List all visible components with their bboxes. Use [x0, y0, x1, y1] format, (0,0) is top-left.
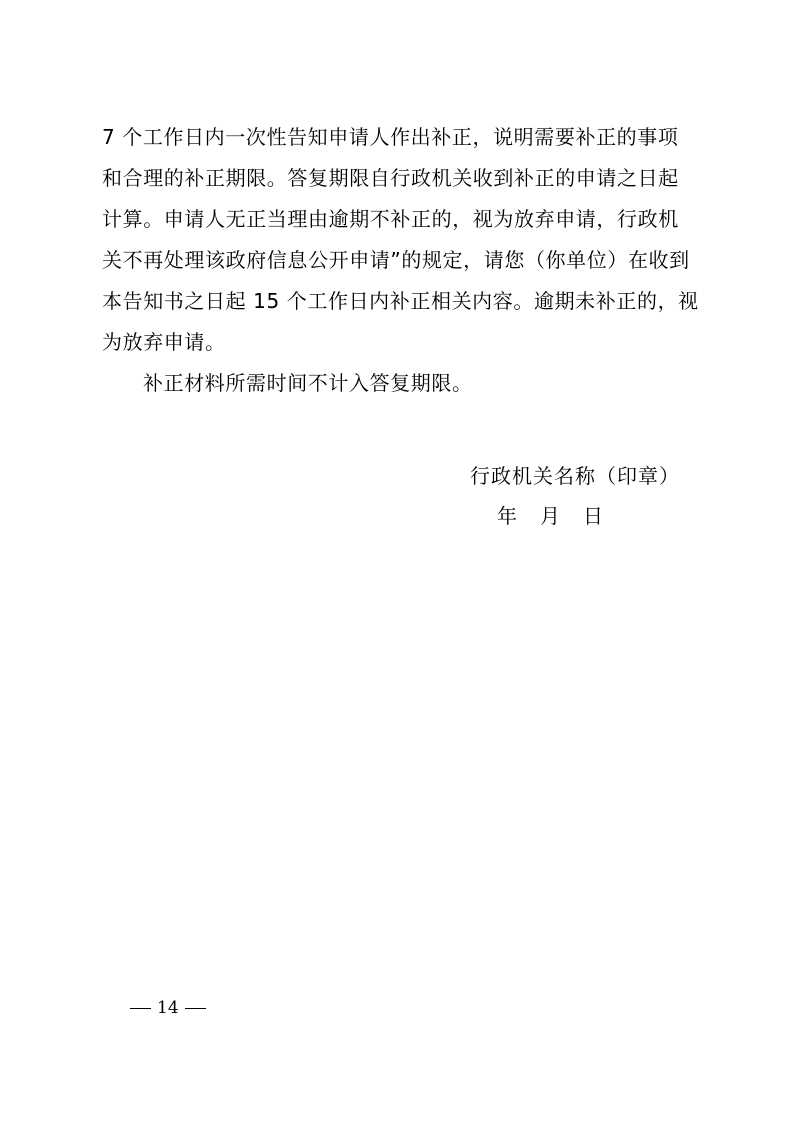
paragraph-line: 为放弃申请。: [102, 330, 226, 354]
page-number-value: 14: [157, 998, 179, 1018]
agency-name: 行政机关名称（印章）: [470, 464, 680, 488]
paragraph-line: 关不再处理该政府信息公开申请”的规定，请您（你单位）在收到: [102, 248, 690, 272]
signature-block: [470, 456, 680, 536]
body-text: [102, 117, 702, 404]
right-dash: [185, 1008, 206, 1009]
page-number: [124, 996, 212, 1020]
paragraph-line: 7 个工作日内一次性告知申请人作出补正，说明需要补正的事项: [102, 125, 679, 149]
day-label: 日: [583, 504, 604, 528]
left-dash: [130, 1008, 151, 1009]
paragraph-line: 计算。申请人无正当理由逾期不补正的，视为放弃申请，行政机: [102, 207, 679, 231]
year-label: 年: [497, 504, 518, 528]
note-paragraph: 补正材料所需时间不计入答复期限。: [143, 371, 473, 395]
month-label: 月: [540, 504, 561, 528]
paragraph-line: 和合理的补正期限。答复期限自行政机关收到补正的申请之日起: [102, 166, 679, 190]
paragraph-line: 本告知书之日起 15 个工作日内补正相关内容。逾期未补正的，视: [102, 289, 699, 313]
date-line: [470, 496, 680, 536]
